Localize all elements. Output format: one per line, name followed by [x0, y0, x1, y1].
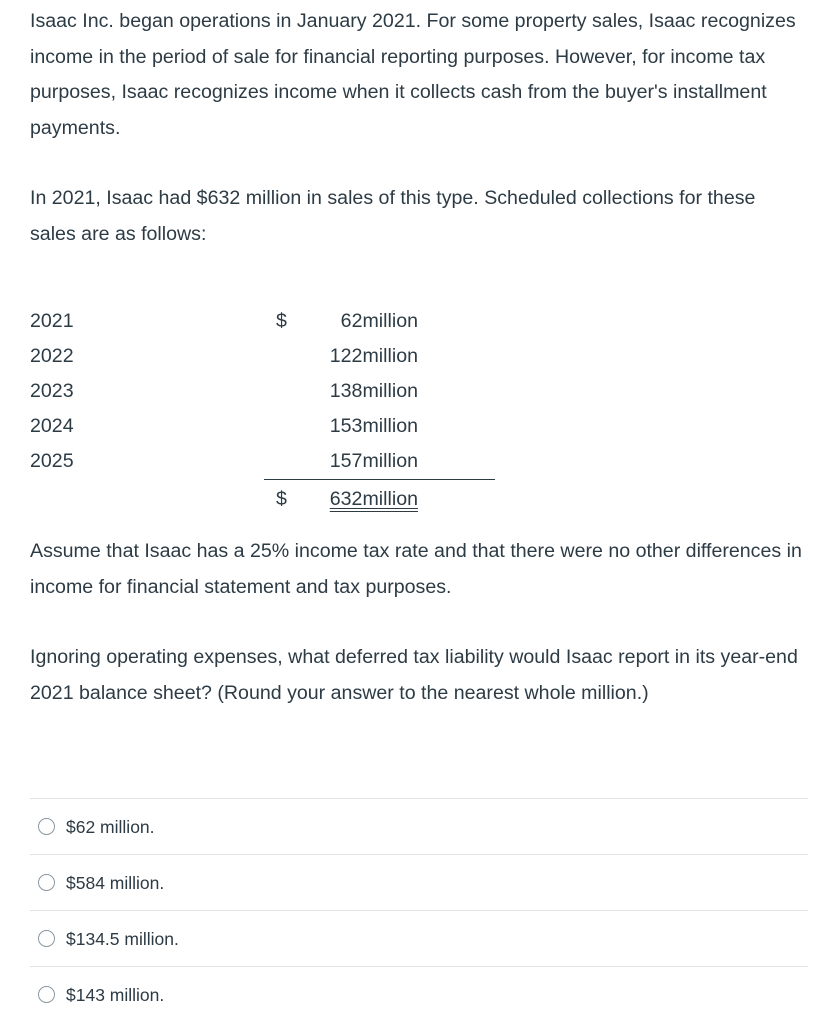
answer-option[interactable] [30, 798, 808, 855]
answer-label: $62 million. [66, 817, 155, 837]
question-prompt: Ignoring operating expenses, what deferred tax liability would Isaac report in its year-end 2021 balance sheet? (Round your answer to the nearest whole million.) [30, 646, 798, 704]
schedule-amount: 153million [329, 415, 418, 437]
schedule-year: 2023 [30, 380, 74, 402]
schedule-row [30, 409, 500, 444]
answer-option[interactable] [30, 910, 808, 967]
schedule-total-row [30, 482, 500, 517]
answer-label: $584 million. [66, 873, 165, 893]
total-currency: $ [276, 488, 287, 510]
sales-description: In 2021, Isaac had $632 million in sales of this type. Scheduled collections for these sales are as follows: [30, 187, 756, 245]
schedule-amount: 157million [329, 450, 418, 472]
schedule-amount: 122million [329, 345, 418, 367]
collections-schedule [30, 304, 500, 519]
schedule-currency: $ [276, 310, 287, 332]
radio-button[interactable] [38, 930, 55, 947]
schedule-year: 2022 [30, 345, 74, 367]
answer-label: $134.5 million. [66, 929, 179, 949]
answer-option[interactable] [30, 966, 808, 1023]
schedule-row [30, 444, 500, 479]
total-amount: 632million [329, 488, 418, 510]
total-rule [264, 479, 495, 480]
radio-button[interactable] [38, 986, 55, 1003]
question-intro: Isaac Inc. began operations in January 2021. For some property sales, Isaac recognizes income in the period of sale for financial reporting purposes. However, for income tax purposes, Isaac recognizes income when it collects cash from the buyer's installment payments. [30, 10, 796, 139]
tax-assumption: Assume that Isaac has a 25% income tax rate and that there were no other differences in income for financial statement and tax purposes. [30, 540, 802, 598]
schedule-amount: 62million [340, 310, 418, 332]
answer-choices [30, 798, 808, 1022]
schedule-year: 2024 [30, 415, 74, 437]
schedule-row [30, 374, 500, 409]
schedule-row [30, 339, 500, 374]
schedule-amount: 138million [329, 380, 418, 402]
schedule-row [30, 304, 500, 339]
schedule-year: 2025 [30, 450, 74, 472]
answer-label: $143 million. [66, 985, 165, 1005]
answer-option[interactable] [30, 854, 808, 911]
schedule-year: 2021 [30, 310, 74, 332]
radio-button[interactable] [38, 818, 55, 835]
radio-button[interactable] [38, 874, 55, 891]
